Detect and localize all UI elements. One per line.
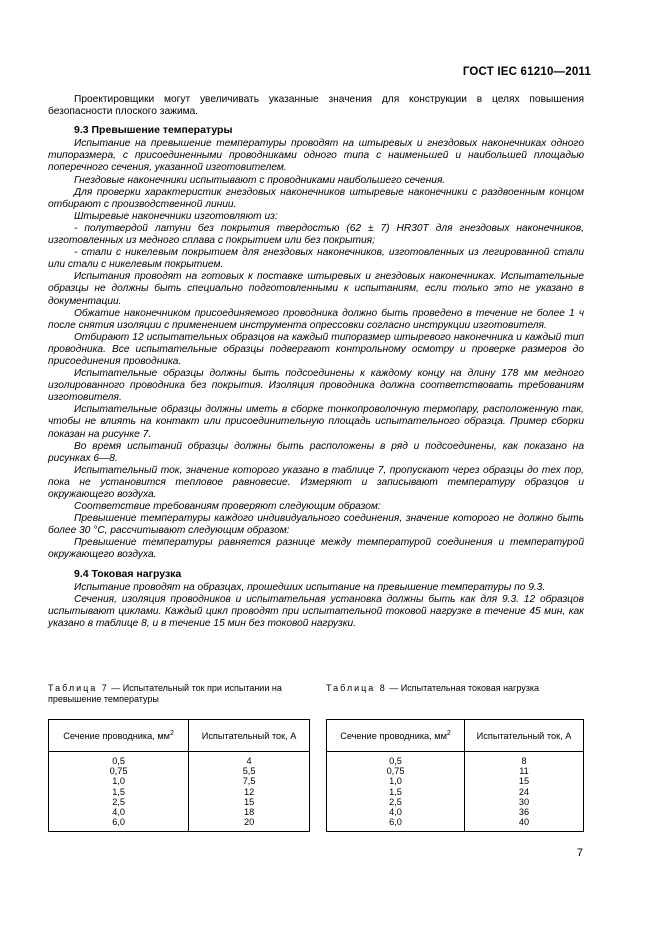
- table-row: [49, 797, 310, 807]
- table-row: [327, 766, 584, 776]
- cell-test-current: 15: [189, 797, 310, 807]
- paragraph: Превышение температуры каждого индивидуального соединения, значение которого не должно быть более 30 °C, рассчитывают следующим образом:: [48, 513, 584, 537]
- table-row: [49, 817, 310, 832]
- paragraph: Испытательные образцы должны иметь в сборке тонкопроволочную термопару, расположенную так, чтобы не влиять на контакт или присоединительную площадь испытательного образца. Пример сборки показан на рисунке 7.: [48, 404, 584, 440]
- list-item: - полутвердой латуни без покрытия твердостью (62 ± 7) HR30T для гнездовых наконечников, изготовленных из медного сплава с покрытием или без покрытия;: [48, 222, 584, 247]
- table-7-caption: [48, 683, 310, 705]
- table-8-caption: [326, 683, 584, 694]
- table-row: [49, 776, 310, 786]
- table-row: [327, 787, 584, 797]
- cell-test-current: 30: [465, 797, 584, 807]
- cell-test-current: 11: [465, 766, 584, 776]
- cell-cross-section: 0,75: [327, 766, 465, 776]
- table-row: [49, 752, 310, 767]
- table-row: [327, 752, 584, 767]
- cell-test-current: 12: [189, 787, 310, 797]
- table-row: [49, 787, 310, 797]
- table-row: [49, 807, 310, 817]
- section-9-4-heading: 9.4 Токовая нагрузка: [74, 567, 182, 580]
- paragraph: Испытательный ток, значение которого указано в таблице 7, пропускают через образцы до тех пор, пока не установится тепловое равновесие. Измеряют и записывают температуру образцов и окружающего воздуха.: [48, 464, 584, 500]
- paragraph: Для проверки характеристик гнездовых наконечников штыревые наконечники с раздвоенным концом отбирают с производственной линии.: [48, 186, 584, 210]
- table-7-col1-header: Сечение проводника, $мм^2$: [49, 720, 189, 752]
- table-7-label: Таблица 7: [48, 683, 109, 693]
- paragraph: Сечения, изоляция проводников и испытательная установка должны быть как для 9.3. 12 образцов испытывают циклами. Каждый цикл проводят при испытательной токовой нагрузке в течение 45 мин, как указано в таблице 8, и в течение 15 мин без токовой нагрузки.: [48, 593, 584, 629]
- table-row: [327, 817, 584, 832]
- cell-cross-section: 0,5: [327, 752, 465, 767]
- cell-test-current: 36: [465, 807, 584, 817]
- table-8-label: Таблица 8: [326, 683, 387, 693]
- cell-cross-section: 6,0: [49, 817, 189, 832]
- document-header: ГОСТ IEC 61210—2011: [462, 66, 591, 78]
- cell-cross-section: 1,0: [49, 776, 189, 786]
- cell-test-current: 20: [189, 817, 310, 832]
- paragraph: Соответствие требованиям проверяют следующим образом:: [74, 501, 381, 513]
- cell-cross-section: 6,0: [327, 817, 465, 832]
- paragraph: Превышение температуры равняется разнице между температурой соединения и температурой окружающего воздуха.: [48, 537, 584, 561]
- paragraph: Испытательные образцы должны быть подсоединены к каждому концу на длину 178 мм медного изолированного проводника без покрытия. Изоляция проводника должна соответствовать требованиям изготовителя.: [48, 368, 584, 404]
- paragraph: Испытание на превышение температуры проводят на штыревых и гнездовых наконечниках одного типоразмера, с присоединенными проводниками одного типа с наименьшей и наибольшей площадью поперечного сечения, указанной изготовителем.: [48, 138, 584, 174]
- paragraph: Гнездовые наконечники испытывают с проводниками наибольшего сечения.: [74, 174, 446, 186]
- cell-test-current: 4: [189, 752, 310, 767]
- table-8-caption-text: — Испытательная токовая нагрузка: [386, 683, 540, 693]
- table-8-block: [326, 683, 584, 832]
- paragraph: Штыревые наконечники изготовляют из:: [74, 210, 278, 222]
- main-text: [48, 94, 584, 630]
- page-number: 7: [576, 847, 583, 859]
- table-row: [49, 766, 310, 776]
- table-row: [327, 797, 584, 807]
- cell-cross-section: 4,0: [327, 807, 465, 817]
- intro-paragraph: Проектировщики могут увеличивать указанные значения для конструкции в целях повышения безопасности плоского зажима.: [48, 94, 584, 118]
- table-7-block: [48, 683, 310, 832]
- paragraph: Во время испытаний образцы должны быть расположены в ряд и подсоединены, как показано на рисунках 6—8.: [48, 440, 584, 464]
- cell-cross-section: 1,5: [49, 787, 189, 797]
- cell-cross-section: 0,5: [49, 752, 189, 767]
- table-8-body: [327, 752, 584, 832]
- cell-test-current: 15: [465, 776, 584, 786]
- table-7-col2-header: Испытательный ток, А: [189, 720, 310, 752]
- table-7: [48, 719, 310, 832]
- cell-cross-section: 0,75: [49, 766, 189, 776]
- table-7-caption-text: — Испытательный ток при испытании на превышение температуры: [48, 683, 282, 704]
- section-9-3-heading: 9.3 Превышение температуры: [74, 124, 233, 137]
- cell-cross-section: 4,0: [49, 807, 189, 817]
- paragraph: Испытание проводят на образцах, прошедших испытание на превышение температуры по 9.3.: [74, 581, 546, 593]
- cell-test-current: 5,5: [189, 766, 310, 776]
- cell-cross-section: 2,5: [327, 797, 465, 807]
- cell-test-current: 24: [465, 787, 584, 797]
- cell-test-current: 7,5: [189, 776, 310, 786]
- table-8-col2-header: Испытательный ток, А: [465, 720, 584, 752]
- cell-test-current: 40: [465, 817, 584, 832]
- table-7-body: [49, 752, 310, 832]
- cell-test-current: 8: [465, 752, 584, 767]
- table-row: [327, 807, 584, 817]
- table-8: [326, 719, 584, 832]
- table-8-col1-header: Сечение проводника, $мм^2$: [327, 720, 465, 752]
- cell-cross-section: 2,5: [49, 797, 189, 807]
- list-item: - стали с никелевым покрытием для гнездовых наконечников, изготовленных из легированной стали или стали с никелевым покрытием.: [48, 247, 584, 271]
- paragraph: Обжатие наконечником присоединяемого проводника должно быть проведено в течение не более 1 ч после снятия изоляции с применением инструмента опрессовки согласно инструкции изготовителя.: [48, 307, 584, 331]
- paragraph: Испытания проводят на готовых к поставке штыревых и гнездовых наконечниках. Испытательные образцы не должны быть специально подготовленными к испытаниям, если только это не указано в документации.: [48, 271, 584, 307]
- cell-test-current: 18: [189, 807, 310, 817]
- paragraph: Отбирают 12 испытательных образцов на каждый типоразмер штыревого наконечника и каждый тип проводника. Все испытательные образцы подвергают контрольному осмотру и проверке размеров до присоединения проводника.: [48, 331, 584, 367]
- cell-cross-section: 1,0: [327, 776, 465, 786]
- table-row: [327, 776, 584, 786]
- cell-cross-section: 1,5: [327, 787, 465, 797]
